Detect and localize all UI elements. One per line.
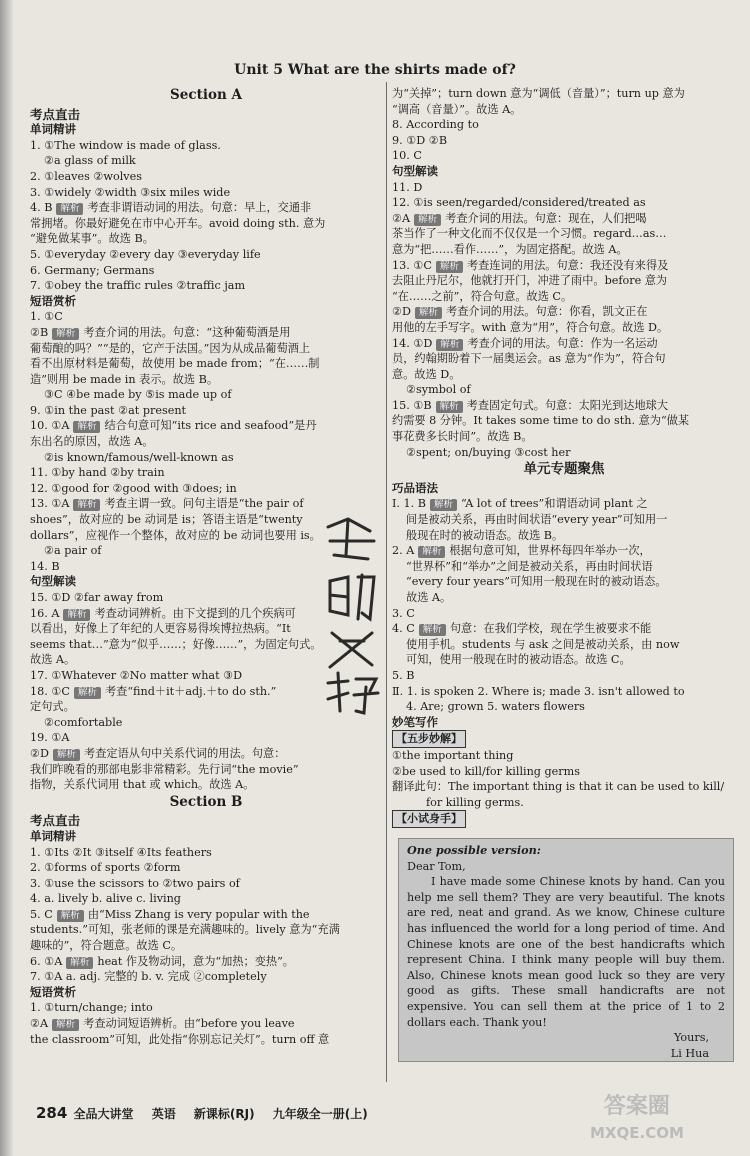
answer-line bbox=[30, 418, 382, 434]
answer-line: 6. Germany; Germans bbox=[30, 263, 155, 277]
answer-line: “every four years”可知用一般现在时的被动语态。 bbox=[406, 575, 667, 589]
subcategory-heading: 短语赏析 bbox=[30, 293, 76, 308]
answer-key: ②D bbox=[30, 746, 49, 760]
answer-line: 指物，关系代词用 that 或 which。故选 A。 bbox=[30, 778, 255, 792]
answer-key: 4. C bbox=[392, 622, 415, 636]
section-heading: 单元专题聚焦 bbox=[523, 461, 605, 478]
answer-line: “调高（音量）”。故选 A。 bbox=[392, 102, 522, 116]
analysis-tag: 解析 bbox=[436, 261, 463, 273]
answer-line: 4. a. lively b. alive c. living bbox=[30, 892, 181, 906]
answer-line bbox=[30, 1016, 382, 1032]
essay-signature: Li Hua bbox=[670, 1046, 709, 1060]
answer-key: 6. ①A bbox=[30, 954, 63, 968]
answer-line: 2. ①forms of sports ②form bbox=[30, 861, 181, 875]
answer-line: 造”则用 be made in 表示。故选 B。 bbox=[30, 372, 219, 386]
answer-line: 定句式。 bbox=[30, 700, 75, 714]
essay-label: One possible version: bbox=[407, 843, 541, 857]
answer-key: 2. A bbox=[392, 544, 415, 558]
answer-line: 7. ①A a. adj. 完整的 b. v. 完成 ②completely bbox=[30, 970, 267, 984]
subcategory-heading: 短语赏析 bbox=[30, 984, 76, 999]
answer-line: 1. ①C bbox=[30, 310, 63, 324]
answer-line: 般现在时的被动语态。故选 B。 bbox=[406, 528, 564, 542]
answer-key: Ⅰ. 1. B bbox=[392, 497, 426, 511]
answer-line: ②spent; on/buying ③cost her bbox=[406, 445, 571, 459]
category-heading: 考点直击 bbox=[30, 813, 81, 829]
answer-line: 3. ①widely ②width ③six miles wide bbox=[30, 185, 231, 199]
answer-line: 为“关掉”；turn down 意为“调低（音量）”；turn up 意为 bbox=[392, 87, 685, 100]
analysis-tag: 解析 bbox=[52, 328, 79, 340]
subcategory-heading: 句型解读 bbox=[30, 574, 76, 589]
analysis-text: “A lot of trees”和谓语动词 plant 之 bbox=[461, 497, 648, 511]
category-heading: 考点直击 bbox=[30, 106, 81, 122]
answer-line: 可知，使用一般现在时的被动语态。故选 C。 bbox=[406, 653, 631, 667]
footer-grade: 九年级全一册(上) bbox=[272, 1107, 368, 1121]
analysis-text: 考查连词的用法。句意：我还没有来得及 bbox=[466, 258, 669, 272]
answer-line: “在……之前”，符合句意。故选 C。 bbox=[392, 289, 573, 303]
answer-line bbox=[30, 325, 382, 341]
answer-line: “世界杯”和“举办”之间是被动关系，再由时间状语 bbox=[406, 559, 653, 573]
answer-line: 15. ①D ②far away from bbox=[30, 591, 164, 604]
analysis-text: heat 作及物动词，意为“加热；变热”。 bbox=[97, 954, 294, 968]
analysis-text: 考查主谓一致。问句主语是“the pair of bbox=[104, 497, 304, 511]
answer-line: 9. ①in the past ②at present bbox=[30, 403, 187, 417]
answer-line: 葡萄酿的吗？”“是的，它产于法国。”因为从成品葡萄酒上 bbox=[30, 341, 311, 355]
answer-line: 1. ①Its ②It ③itself ④Its feathers bbox=[30, 845, 212, 859]
answer-key: 13. ①C bbox=[392, 258, 432, 272]
answer-line: dollars”，应视作一个整体，故对应的 be 动词也要用 is。 bbox=[30, 528, 321, 542]
analysis-text: 结合句意可知“its rice and seafood”是丹 bbox=[104, 419, 317, 433]
answer-line: 故选 A。 bbox=[30, 653, 76, 667]
page-edge-shadow bbox=[0, 0, 14, 1156]
answer-key: 13. ①A bbox=[30, 497, 70, 511]
boxed-heading bbox=[392, 810, 736, 828]
answer-key: 10. ①A bbox=[30, 419, 70, 433]
answer-line: ②is known/famous/well-known as bbox=[44, 450, 234, 464]
answer-line: ②a pair of bbox=[44, 544, 102, 558]
right-column bbox=[392, 86, 736, 828]
analysis-text: 考查介词的用法。句意：作为一名运动 bbox=[467, 336, 658, 350]
answer-line: 东出名的原因，故选 A。 bbox=[30, 435, 154, 449]
answer-line bbox=[392, 336, 736, 352]
answer-line: 4. Are; grown 5. waters flowers bbox=[406, 700, 585, 714]
analysis-text: 考查介词的用法。句意：“这种葡萄酒是用 bbox=[83, 325, 291, 339]
essay-greeting: Dear Tom, bbox=[407, 859, 466, 873]
answer-line bbox=[392, 398, 736, 414]
analysis-text: 考查定语从句中关系代词的用法。句意： bbox=[84, 746, 286, 760]
answer-key: 16. A bbox=[30, 606, 60, 620]
answer-line: 14. B bbox=[30, 559, 60, 573]
answer-line: 12. ①is seen/regarded/considered/treated as bbox=[392, 196, 646, 210]
column-divider bbox=[386, 82, 387, 1082]
subcategory-heading: 妙笔写作 bbox=[392, 714, 438, 729]
analysis-text: 由“Miss Zhang is very popular with the bbox=[87, 907, 310, 921]
answer-key: ②A bbox=[30, 1017, 49, 1031]
footer-brand: 全品大讲堂 bbox=[73, 1107, 134, 1121]
analysis-text: 考查介词的用法。句意：现在，人们把喝 bbox=[445, 211, 647, 225]
answer-line: ②comfortable bbox=[44, 715, 123, 729]
analysis-tag: 解析 bbox=[418, 546, 445, 558]
watermark-logo: 答案圈 MXQE.COM bbox=[590, 1094, 684, 1142]
answer-line: 5. ①everyday ②every day ③everyday life bbox=[30, 247, 261, 261]
analysis-tag: 解析 bbox=[73, 421, 100, 433]
analysis-text: 考查介词的用法。句意：你看，凯文正在 bbox=[446, 305, 648, 319]
analysis-text: 考查“find＋it＋adj.＋to do sth.” bbox=[104, 684, 277, 698]
analysis-text: 根据句意可知，世界杯每四年举办一次， bbox=[449, 544, 651, 558]
analysis-tag: 解析 bbox=[414, 214, 441, 226]
answer-line: 间是被动关系，再由时间状语“every year”可知用一 bbox=[406, 513, 668, 527]
sample-essay bbox=[398, 838, 734, 1062]
boxed-heading bbox=[392, 730, 736, 748]
answer-line: 8. According to bbox=[392, 118, 479, 132]
answer-line: 意为“把……看作……”，为固定搭配。故选 A。 bbox=[392, 242, 628, 256]
answer-line: 11. D bbox=[392, 180, 423, 194]
analysis-tag: 解析 bbox=[430, 499, 457, 511]
answer-line: 1. ①The window is made of glass. bbox=[30, 138, 221, 152]
answer-line: 翻译此句：The important thing is that it can be used to kill/ bbox=[392, 780, 725, 794]
answer-line: 故选 A。 bbox=[406, 591, 452, 604]
answer-line bbox=[392, 496, 736, 512]
answer-line: seems that…”意为“似乎……；好像……”，为固定句式。 bbox=[30, 637, 322, 651]
answer-line bbox=[392, 304, 736, 320]
subcategory-heading: 巧品语法 bbox=[392, 480, 438, 495]
analysis-tag: 解析 bbox=[415, 307, 442, 319]
analysis-tag: 解析 bbox=[57, 910, 84, 922]
answer-line: 9. ①D ②B bbox=[392, 133, 448, 147]
answer-line bbox=[30, 496, 382, 512]
analysis-tag: 解析 bbox=[63, 609, 90, 621]
answer-key: 14. ①D bbox=[392, 336, 433, 350]
answer-line: 看不出原材料是葡萄，故使用 be made from；“在……制 bbox=[30, 357, 320, 371]
subcategory-heading: 单词精讲 bbox=[30, 122, 76, 137]
analysis-tag: 解析 bbox=[73, 499, 100, 511]
answer-line bbox=[392, 621, 736, 637]
answer-key: ②B bbox=[30, 325, 49, 339]
answer-line: 1. ①turn/change; into bbox=[30, 1001, 153, 1015]
analysis-tag: 解析 bbox=[53, 749, 80, 761]
analysis-tag: 解析 bbox=[436, 401, 463, 413]
answer-line bbox=[392, 258, 736, 274]
analysis-tag: 解析 bbox=[436, 339, 463, 351]
answer-line: 去阻止丹尼尔，他就打开门，冲进了雨中。before 意为 bbox=[392, 274, 668, 288]
answer-line bbox=[392, 211, 736, 227]
footer-edition: 新课标(RJ) bbox=[193, 1107, 255, 1121]
answer-line bbox=[30, 200, 382, 216]
section-heading: Section B bbox=[169, 793, 243, 810]
answer-line: for killing germs. bbox=[426, 795, 524, 809]
analysis-tag: 解析 bbox=[419, 624, 446, 636]
analysis-tag: 解析 bbox=[74, 687, 101, 699]
answer-line bbox=[30, 907, 382, 923]
answer-line: 2. ①leaves ②wolves bbox=[30, 169, 142, 183]
answer-line: 19. ①A bbox=[30, 731, 70, 745]
answer-line: shoes”，故对应的 be 动词是 is；答语主语是“twenty bbox=[30, 513, 303, 527]
analysis-text: 句意：在我们学校，现在学生被要求不能 bbox=[449, 622, 652, 636]
analysis-text: 考查固定句式。句意：太阳光到达地球大 bbox=[466, 398, 669, 412]
answer-line: ①the important thing bbox=[392, 748, 514, 762]
answer-line: ②a glass of milk bbox=[44, 154, 136, 168]
answer-line: ③C ④be made by ⑤is made up of bbox=[44, 388, 232, 402]
answer-line: 使用手机。students 与 ask 之间是被动关系，由 now bbox=[406, 637, 680, 651]
boxed-heading-text: 【小试身手】 bbox=[392, 810, 466, 828]
answer-key: 4. B bbox=[30, 201, 53, 215]
answer-line: the classroom”可知，此处指“你别忘记关灯”。turn off 意 bbox=[30, 1032, 330, 1046]
essay-closing: Yours, bbox=[674, 1031, 709, 1045]
answer-line: 用他的左手写字。with 意为“用”，符合句意。故选 D。 bbox=[392, 320, 669, 334]
answer-key: 15. ①B bbox=[392, 398, 432, 412]
answer-line: 3. C bbox=[392, 606, 415, 620]
analysis-tag: 解析 bbox=[52, 1019, 79, 1031]
analysis-text: 考查动词辨析。由下文提到的几个疾病可 bbox=[94, 606, 296, 620]
analysis-tag: 解析 bbox=[56, 203, 83, 215]
answer-line: 12. ①good for ②good with ③does; in bbox=[30, 481, 237, 495]
analysis-text: 考查动词短语辨析。由“before you leave bbox=[83, 1017, 295, 1031]
handwritten-annotation bbox=[318, 515, 386, 715]
answer-line: “避免做某事”。故选 B。 bbox=[30, 232, 154, 246]
answer-key: 18. ①C bbox=[30, 684, 70, 698]
answer-line: 17. ①Whatever ②No matter what ③D bbox=[30, 668, 243, 682]
answer-line bbox=[30, 746, 382, 762]
answer-line: 员，约翰期盼着下一届奥运会。as 意为“作为”，符合句 bbox=[392, 352, 666, 366]
answer-line: ②symbol of bbox=[406, 383, 471, 397]
section-heading: Section A bbox=[170, 87, 242, 103]
answer-line: 茶当作了一种文化而不仅仅是一个习惯。regard…as… bbox=[392, 227, 667, 241]
answer-line: 意。故选 D。 bbox=[392, 367, 461, 381]
answer-key: ②D bbox=[392, 305, 411, 319]
answer-line: 7. ①obey the traffic rules ②traffic jam bbox=[30, 279, 246, 293]
answer-line: 11. ①by hand ②by train bbox=[30, 466, 165, 480]
answer-key: 5. C bbox=[30, 907, 53, 921]
answer-line: 我们昨晚看的那部电影非常精彩。先行词“the movie” bbox=[30, 762, 299, 776]
essay-body: I have made some Chinese knots by hand. Can you help me sell them? They are very beautiful. The knots are red, neat and grand. As we know, Chinese culture has influenced the world for a long period of time. And Chinese knots are one of the best handicrafts which represent China. I think many people will buy them. Also, Chinese knots mean good luck so they are very good as gifts. These small handicrafts are not expensive. You can sell them at the price of 1 to 2 dollars each. Thank you! bbox=[407, 875, 725, 1029]
answer-line: 3. ①use the scissors to ②two pairs of bbox=[30, 876, 240, 890]
analysis-tag: 解析 bbox=[66, 957, 93, 969]
page-number: 284 bbox=[36, 1104, 68, 1122]
unit-title: Unit 5 What are the shirts made of? bbox=[234, 62, 516, 78]
answer-line bbox=[392, 543, 736, 559]
answer-line: ②be used to kill/for killing germs bbox=[392, 764, 580, 778]
subcategory-heading: 单词精讲 bbox=[30, 828, 76, 843]
answer-line: students.”可知，张老师的课是充满趣味的。lively 意为“充满 bbox=[30, 923, 340, 937]
footer-subject: 英语 bbox=[151, 1107, 176, 1121]
answer-line: 事花费多长时间”。故选 B。 bbox=[392, 430, 533, 444]
answer-line: 趣味的”，符合题意。故选 C。 bbox=[30, 939, 183, 953]
subcategory-heading: 句型解读 bbox=[392, 163, 438, 178]
answer-line: 约需要 8 分钟。It takes some time to do sth. 意为“做某 bbox=[392, 414, 690, 428]
answer-line bbox=[30, 954, 382, 970]
boxed-heading-text: 【五步妙解】 bbox=[392, 730, 466, 748]
answer-line: 5. B bbox=[392, 668, 415, 682]
analysis-text: 考查非谓语动词的用法。句意：早上，交通非 bbox=[87, 201, 312, 215]
answer-key: ②A bbox=[392, 211, 411, 225]
page-footer bbox=[36, 1104, 382, 1122]
answer-line: 以看出，好像上了年纪的人更容易得埃博拉热病。“It bbox=[30, 622, 291, 636]
answer-line: Ⅱ. 1. is spoken 2. Where is; made 3. isn't allowed to bbox=[392, 684, 685, 698]
answer-line: 10. C bbox=[392, 149, 422, 163]
answer-line: 常拥堵。你最好避免在市中心开车。avoid doing sth. 意为 bbox=[30, 216, 326, 230]
